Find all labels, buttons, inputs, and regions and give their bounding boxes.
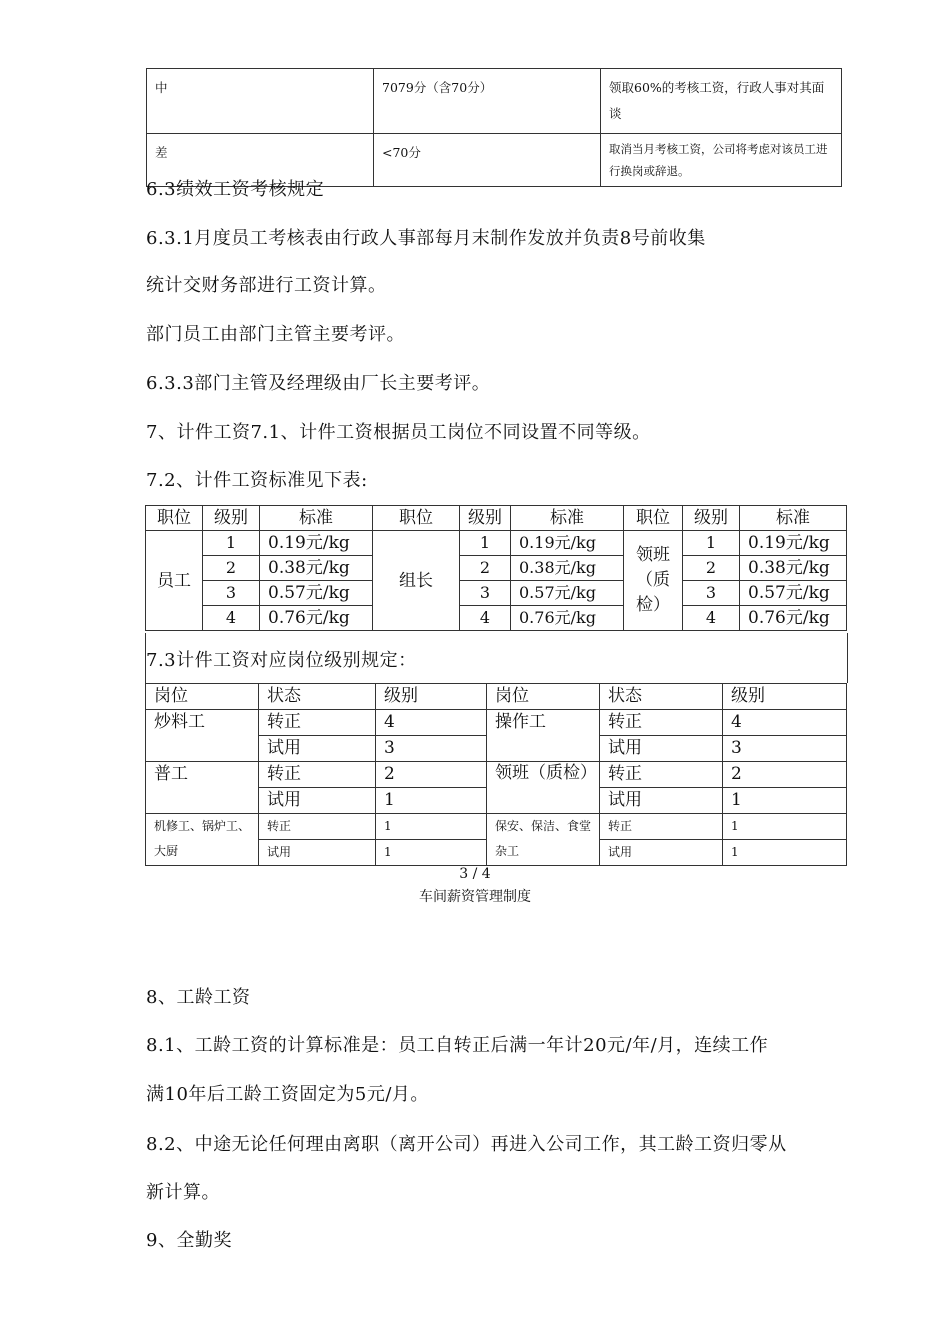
level-cell: 1 xyxy=(203,531,260,556)
status-cell: 试用 xyxy=(600,840,723,866)
standard-cell: 0.38元/kg xyxy=(260,556,373,581)
standard-cell: 0.76元/kg xyxy=(260,606,373,631)
header-cell: 岗位 xyxy=(487,684,600,710)
table-row xyxy=(146,762,847,788)
level-cell: 1 xyxy=(460,531,511,556)
status-cell: 试用 xyxy=(600,788,723,814)
assessment-table xyxy=(146,68,842,187)
header-cell: 职位 xyxy=(146,506,203,531)
header-cell: 职位 xyxy=(624,506,683,531)
header-cell: 状态 xyxy=(259,684,376,710)
table-row xyxy=(146,814,847,840)
status-cell: 转正 xyxy=(600,762,723,788)
status-cell: 转正 xyxy=(600,710,723,736)
level-cell: 2 xyxy=(376,762,487,788)
header-cell: 级别 xyxy=(460,506,511,531)
post-cell: 普工 xyxy=(146,762,259,814)
heading-8: 8、工龄工资 xyxy=(146,987,251,1008)
document-title: 车间薪资管理制度 xyxy=(419,889,531,905)
level-cell: 1 xyxy=(376,788,487,814)
score-cell: <70分 xyxy=(374,134,601,187)
status-cell: 试用 xyxy=(259,788,376,814)
para-8-1-cont: 满10年后工龄工资固定为5元/月。 xyxy=(146,1084,429,1105)
heading-9: 9、全勤奖 xyxy=(146,1230,232,1251)
post-level-table xyxy=(145,683,847,866)
header-cell: 级别 xyxy=(723,684,847,710)
level-cell: 4 xyxy=(460,606,511,631)
group-cell: 员工 xyxy=(146,531,203,631)
para-6-3-1: 6.3.1月度员工考核表由行政人事部每月末制作发放并负责8号前收集 xyxy=(146,228,706,249)
status-cell: 转正 xyxy=(259,814,376,840)
level-cell: 3 xyxy=(376,736,487,762)
table-header-row xyxy=(146,684,847,710)
header-cell: 级别 xyxy=(683,506,740,531)
para-7-2: 7.2、计件工资标准见下表: xyxy=(146,470,368,491)
post-cell: 炒料工 xyxy=(146,710,259,762)
grade-cell: 中 xyxy=(147,69,374,134)
level-cell: 3 xyxy=(723,736,847,762)
para-6-3-2: 部门员工由部门主管主要考评。 xyxy=(146,324,405,345)
group-cell: 领班（质检） xyxy=(624,531,683,631)
post-cell: 机修工、锅炉工、大厨 xyxy=(146,814,259,866)
header-cell: 级别 xyxy=(376,684,487,710)
standard-cell: 0.57元/kg xyxy=(740,581,847,606)
status-cell: 试用 xyxy=(259,840,376,866)
level-cell: 1 xyxy=(723,840,847,866)
level-cell: 3 xyxy=(683,581,740,606)
level-cell: 3 xyxy=(460,581,511,606)
para-8-2: 8.2、中途无论任何理由离职（离开公司）再进入公司工作，其工龄工资归零从 xyxy=(146,1134,787,1155)
standard-cell: 0.57元/kg xyxy=(511,581,624,606)
level-cell: 1 xyxy=(723,814,847,840)
status-cell: 试用 xyxy=(259,736,376,762)
table-row xyxy=(146,556,847,581)
table-row xyxy=(146,710,847,736)
header-cell: 状态 xyxy=(600,684,723,710)
level-cell: 2 xyxy=(460,556,511,581)
level-cell: 4 xyxy=(683,606,740,631)
table-row xyxy=(147,69,842,134)
level-cell: 1 xyxy=(376,840,487,866)
heading-6-3: 6.3绩效工资考核规定 xyxy=(146,179,325,200)
grade-cell: 差 xyxy=(147,134,374,187)
standard-cell: 0.38元/kg xyxy=(740,556,847,581)
post-cell: 领班（质检） xyxy=(487,762,600,814)
status-cell: 转正 xyxy=(600,814,723,840)
para-8-2-cont: 新计算。 xyxy=(146,1182,220,1203)
para-8-1: 8.1、工龄工资的计算标准是：员工自转正后满一年计20元/年/月，连续工作 xyxy=(146,1035,769,1056)
level-cell: 4 xyxy=(723,710,847,736)
standard-cell: 0.76元/kg xyxy=(511,606,624,631)
post-cell: 操作工 xyxy=(487,710,600,762)
post-cell: 保安、保洁、食堂杂工 xyxy=(487,814,600,866)
status-cell: 转正 xyxy=(259,762,376,788)
header-cell: 级别 xyxy=(203,506,260,531)
level-cell: 1 xyxy=(376,814,487,840)
group-cell: 组长 xyxy=(373,531,460,631)
standard-cell: 0.57元/kg xyxy=(260,581,373,606)
header-cell: 标准 xyxy=(260,506,373,531)
header-cell: 职位 xyxy=(373,506,460,531)
level-cell: 1 xyxy=(723,788,847,814)
table-row xyxy=(146,606,847,631)
level-cell: 4 xyxy=(203,606,260,631)
score-cell: 7079分（含70分） xyxy=(374,69,601,134)
standard-cell: 0.19元/kg xyxy=(260,531,373,556)
level-cell: 4 xyxy=(376,710,487,736)
header-cell: 标准 xyxy=(511,506,624,531)
level-cell: 2 xyxy=(723,762,847,788)
header-cell: 岗位 xyxy=(146,684,259,710)
level-cell: 2 xyxy=(683,556,740,581)
standard-cell: 0.19元/kg xyxy=(740,531,847,556)
status-cell: 转正 xyxy=(259,710,376,736)
table-row xyxy=(146,531,847,556)
action-cell: 取消当月考核工资，公司将考虑对该员工进行换岗或辞退。 xyxy=(601,134,842,187)
level-cell: 3 xyxy=(203,581,260,606)
standard-cell: 0.19元/kg xyxy=(511,531,624,556)
header-cell: 标准 xyxy=(740,506,847,531)
level-cell: 2 xyxy=(203,556,260,581)
action-cell: 领取60%的考核工资，行政人事对其面谈 xyxy=(601,69,842,134)
table-row xyxy=(146,581,847,606)
piece-rate-table xyxy=(145,505,847,631)
para-7-3: 7.3计件工资对应岗位级别规定： xyxy=(146,650,417,671)
para-6-3-3: 6.3.3部门主管及经理级由厂长主要考评。 xyxy=(146,373,491,394)
standard-cell: 0.76元/kg xyxy=(740,606,847,631)
standard-cell: 0.38元/kg xyxy=(511,556,624,581)
level-cell: 1 xyxy=(683,531,740,556)
para-7: 7、计件工资7.1、计件工资根据员工岗位不同设置不同等级。 xyxy=(146,422,651,443)
status-cell: 试用 xyxy=(600,736,723,762)
table-header-row xyxy=(146,506,847,531)
para-6-3-1-cont: 统计交财务部进行工资计算。 xyxy=(146,275,387,296)
page-number: 3 / 4 xyxy=(459,866,491,882)
